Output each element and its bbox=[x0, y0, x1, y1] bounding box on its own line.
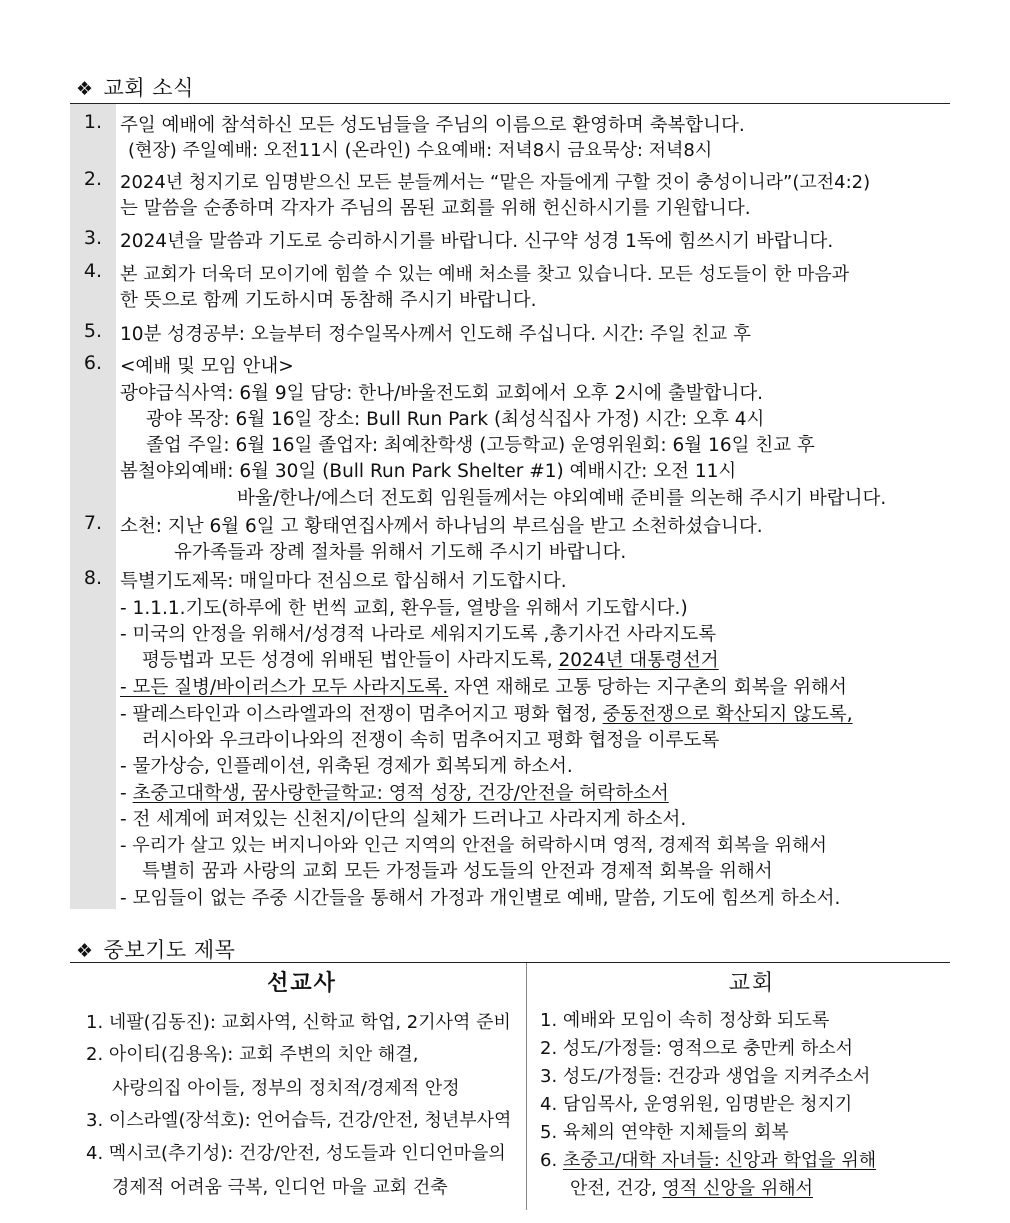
prayer-bullet-line: 특별히 꿈과 사랑의 교회 모든 가정들과 성도들의 안전과 경제적 회복을 위해서 bbox=[142, 861, 773, 882]
church-prayer-item: 6. 초중고/대학 자녀들: 신앙과 학업을 위해 bbox=[540, 1150, 877, 1171]
prayer-bullet-line: 러시아와 우크라이나와의 전쟁이 속히 멈추어지고 평화 협정을 이루도록 bbox=[142, 730, 720, 751]
missionary-item: 2. 아이티(김용옥): 교회 주변의 치안 해결, bbox=[86, 1044, 419, 1065]
number-column bbox=[70, 104, 116, 909]
news-line: 소천: 지난 6월 6일 고 황태연집사께서 하나님의 부르심을 받고 소천하셨습니다. bbox=[120, 516, 763, 537]
item-number: 6. bbox=[83, 352, 103, 374]
news-line: 2024년 청지기로 임명받으신 모든 분들께서는 “맡은 자들에게 구할 것이 충성이니라”(고전4:2) bbox=[120, 172, 871, 193]
diamond-bullet-icon: ❖ bbox=[76, 940, 94, 962]
prayer-bullet-line: - 전 세계에 퍼져있는 신천지/이단의 실체가 드러나고 사라지게 하소서. bbox=[120, 809, 687, 830]
news-line: 는 말씀을 순종하며 각자가 주님의 몸된 교회를 위해 헌신하시기를 기원합니다. bbox=[120, 198, 751, 219]
news-line: 10분 성경공부: 오늘부터 정수일목사께서 인도해 주십니다. 시간: 주일 친교 후 bbox=[120, 324, 751, 345]
church-news-title: ❖ 교회 소식 bbox=[76, 76, 194, 100]
news-line: 특별기도제목: 매일마다 전심으로 합심해서 기도합시다. bbox=[120, 571, 567, 592]
prayer-bullet-line: - 모든 질병/바이러스가 모두 사라지도록. 자연 재해로 고통 당하는 지구촌의 회복을 위해서 bbox=[120, 677, 847, 698]
column-divider bbox=[526, 963, 527, 1210]
prayer-bullet-line: - 1.1.1.기도(하루에 한 번씩 교회, 환우들, 열방을 위해서 기도합시다.) bbox=[120, 598, 688, 619]
church-column-header: 교회 bbox=[728, 971, 776, 996]
news-line: 본 교회가 더욱더 모이기에 힘쓸 수 있는 예배 처소를 찾고 있습니다. 모든 성도들이 한 마음과 bbox=[120, 264, 850, 285]
missionary-item: 경제적 어려움 극복, 인디언 마을 교회 건축 bbox=[112, 1177, 448, 1198]
missionary-item: 3. 이스라엘(장석호): 언어습득, 건강/안전, 청년부사역 bbox=[86, 1110, 512, 1131]
news-line: 광야급식사역: 6월 9일 담당: 한나/바울전도회 교회에서 오후 2시에 출발합니다. bbox=[120, 383, 764, 404]
church-prayer-item: 1. 예배와 모임이 속히 정상화 되도록 bbox=[540, 1010, 830, 1031]
diamond-bullet-icon: ❖ bbox=[76, 78, 94, 100]
prayer-title-rule bbox=[70, 962, 950, 963]
prayer-bullet-line: - 초중고대학생, 꿈사랑한글학교: 영적 성장, 건강/안전을 허락하소서 bbox=[120, 783, 669, 804]
church-prayer-item: 4. 담임목사, 운영위원, 임명받은 청지기 bbox=[540, 1094, 853, 1115]
news-line: 바울/한나/에스더 전도회 임원들께서는 야외예배 준비를 의논해 주시기 바랍니다. bbox=[237, 488, 887, 509]
news-line: 2024년을 말씀과 기도로 승리하시기를 바랍니다. 신구약 성경 1독에 힘쓰시기 바랍니다. bbox=[120, 231, 834, 252]
news-line: (현장) 주일예배: 오전11시 (온라인) 수요예배: 저녁8시 금요묵상: 저녁8시 bbox=[128, 140, 713, 161]
missionary-column-header: 선교사 bbox=[267, 971, 337, 996]
church-prayer-item: 5. 육체의 연약한 지체들의 회복 bbox=[540, 1122, 789, 1143]
news-line: 유가족들과 장례 절차를 위해서 기도해 주시기 바랍니다. bbox=[174, 542, 627, 563]
church-prayer-item: 2. 성도/가정들: 영적으로 충만케 하소서 bbox=[540, 1038, 854, 1059]
intercessory-prayer-title: ❖ 중보기도 제목 bbox=[76, 938, 236, 962]
news-title-rule bbox=[70, 103, 950, 104]
item-number: 1. bbox=[83, 111, 103, 133]
news-line: 한 뜻으로 함께 기도하시며 동참해 주시기 바랍니다. bbox=[120, 290, 537, 311]
prayer-bullet-line: - 우리가 살고 있는 버지니아와 인근 지역의 안전을 허락하시며 영적, 경제적 회복을 위해서 bbox=[120, 835, 827, 856]
prayer-bullet-line: 평등법과 모든 성경에 위배된 법안들이 사라지도록, 2024년 대통령선거 bbox=[142, 650, 719, 671]
prayer-bullet-line: - 모임들이 없는 주중 시간들을 통해서 가정과 개인별로 예배, 말씀, 기도에 힘쓰게 하소서. bbox=[120, 888, 841, 909]
news-line: 주일 예배에 참석하신 모든 성도님들을 주님의 이름으로 환영하며 축복합니다. bbox=[120, 115, 745, 136]
church-prayer-item: 안전, 건강, 영적 신앙을 위해서 bbox=[570, 1178, 813, 1199]
item-number: 5. bbox=[83, 320, 103, 342]
news-line: 졸업 주일: 6월 16일 졸업자: 최예찬학생 (고등학교) 운영위원회: 6월 16일 친교 후 bbox=[146, 435, 815, 456]
missionary-item: 1. 네팔(김동진): 교회사역, 신학교 학업, 2기사역 준비 bbox=[86, 1012, 511, 1033]
item-number: 4. bbox=[83, 260, 103, 282]
church-prayer-item: 3. 성도/가정들: 건강과 생업을 지켜주소서 bbox=[540, 1066, 871, 1087]
news-line: <예배 및 모임 안내> bbox=[120, 356, 294, 377]
prayer-bullet-line: - 미국의 안정을 위해서/성경적 나라로 세워지기도록 ,총기사건 사라지도록 bbox=[120, 624, 717, 645]
missionary-item: 사랑의집 아이들, 정부의 정치적/경제적 안정 bbox=[112, 1078, 460, 1099]
item-number: 2. bbox=[83, 168, 103, 190]
prayer-bullet-line: - 팔레스타인과 이스라엘과의 전쟁이 멈추어지고 평화 협정, 중동전쟁으로 확산되지 않도록, bbox=[120, 704, 853, 725]
news-line: 봄철야외예배: 6월 30일 (Bull Run Park Shelter #1) 예배시간: 오전 11시 bbox=[120, 461, 737, 482]
missionary-item: 4. 멕시코(추기성): 건강/안전, 성도들과 인디언마을의 bbox=[86, 1143, 506, 1164]
prayer-bullet-line: - 물가상승, 인플레이션, 위축된 경제가 회복되게 하소서. bbox=[120, 756, 573, 777]
item-number: 7. bbox=[83, 512, 103, 534]
news-line: 광야 목장: 6월 16일 장소: Bull Run Park (최성식집사 가정) 시간: 오후 4시 bbox=[146, 409, 765, 430]
item-number: 3. bbox=[83, 227, 103, 249]
item-number: 8. bbox=[83, 567, 103, 589]
